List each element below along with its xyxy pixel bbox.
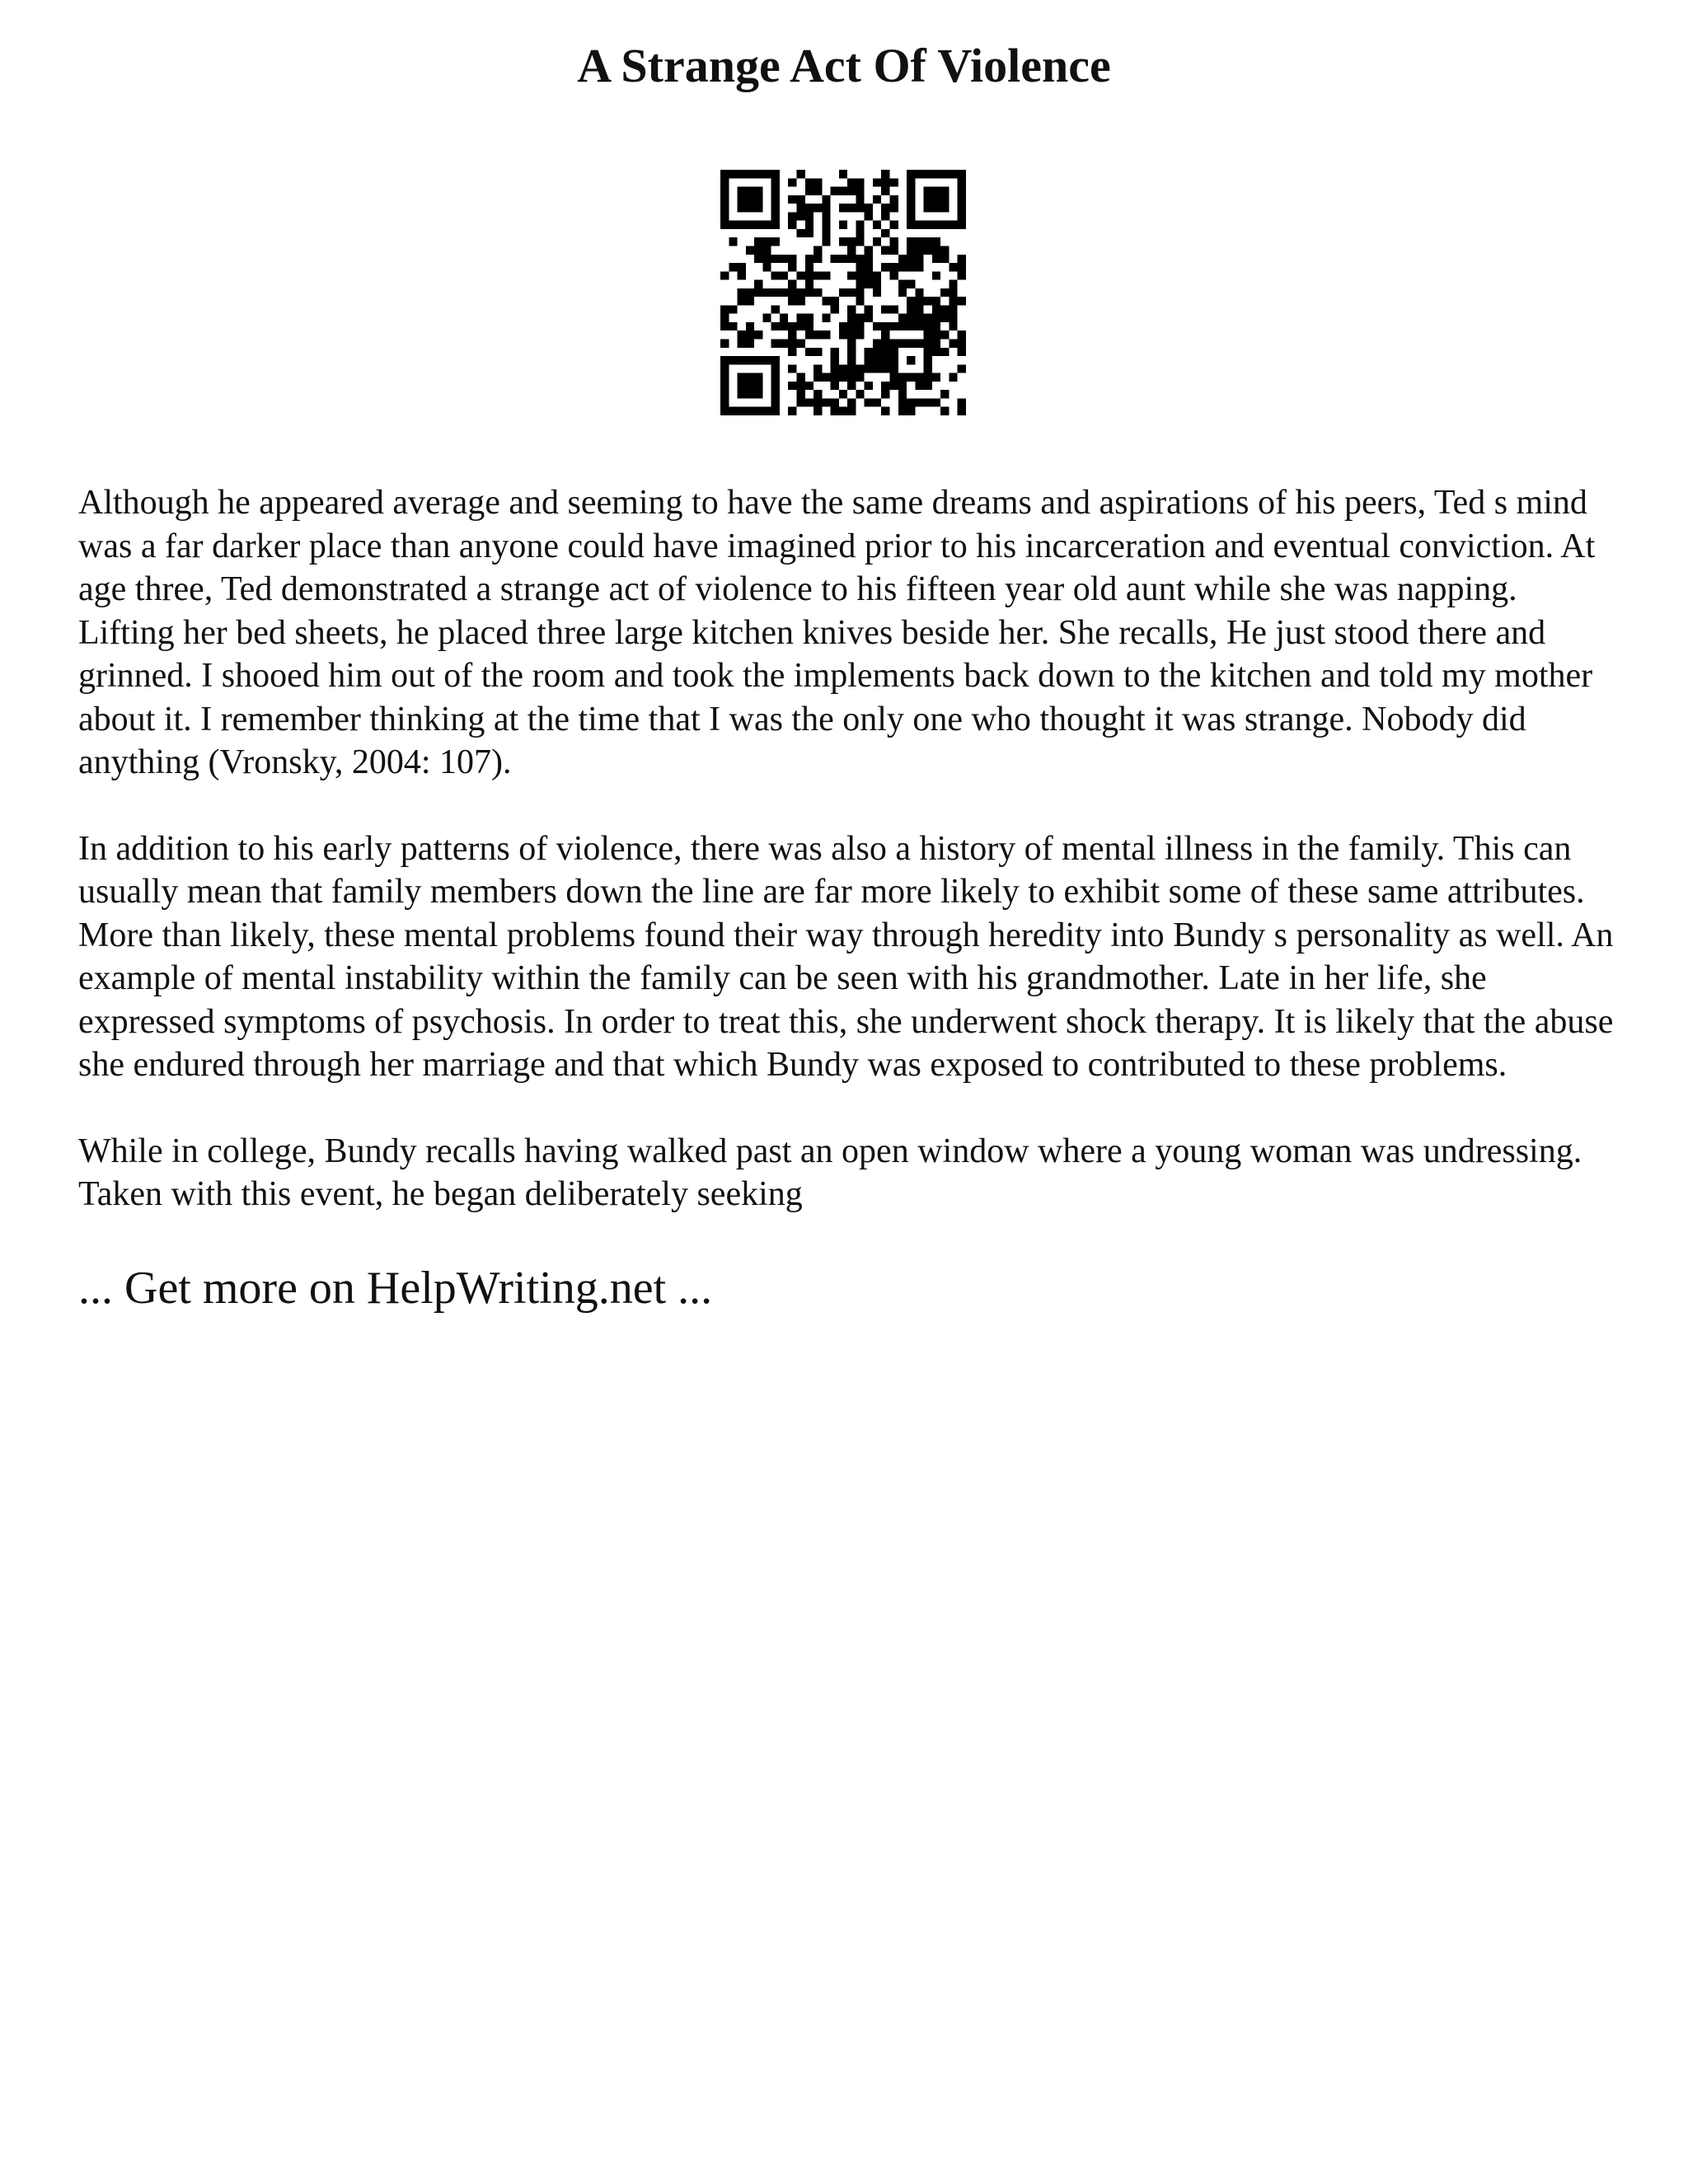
- page-title: A Strange Act Of Violence: [577, 39, 1111, 92]
- paragraph-2: In addition to his early patterns of violence, there was also a history of mental illness in the family. This can usually mean that family members down the line are far more likely to exhibit some of these same attributes. More than likely, these mental problems found their way through heredity into Bundy s personality as well. An example of mental instability within the family can be seen with his grandmother. Late in her life, she expressed symptoms of psychosis. In order to treat this, she underwent shock therapy. It is likely that the abuse she endured through her marriage and that which Bundy was exposed to contributed to these problems.: [78, 829, 1614, 1084]
- article-body: [78, 481, 1620, 1317]
- get-more-link[interactable]: ... Get more on HelpWriting.net ...: [78, 1262, 713, 1314]
- paragraph-1: Although he appeared average and seeming to have the same dreams and aspirations of his peers, Ted s mind was a far darker place than anyone could have imagined prior to his incarceration and eventual conviction. At age three, Ted demonstrated a strange act of violence to his fifteen year old aunt while she was napping. Lifting her bed sheets, he placed three large kitchen knives beside her. She recalls, He just stood there and grinned. I shooed him out of the room and took the implements back down to the kitchen and told my mother about it. I remember thinking at the time that I was the only one who thought it was strange. Nobody did anything (Vronsky, 2004: 107).: [78, 484, 1596, 781]
- paragraph-3: While in college, Bundy recalls having walked past an open window where a young woman was undressing. Taken with this event, he began deliberately seeking: [78, 1132, 1582, 1213]
- qr-code-icon: [720, 170, 966, 415]
